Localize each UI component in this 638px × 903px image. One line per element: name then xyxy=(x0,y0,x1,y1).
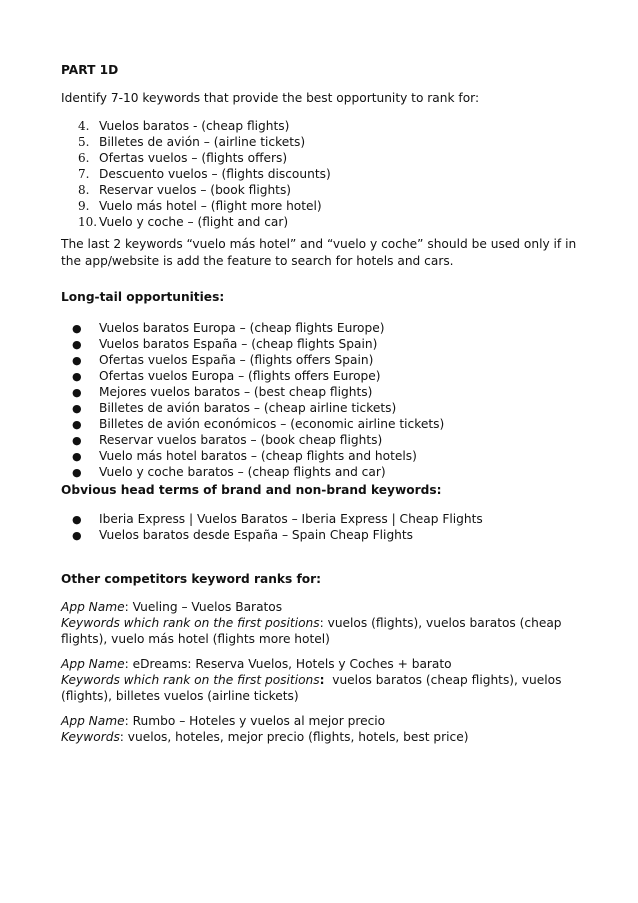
list-item: ● Vuelos baratos Europa – (cheap flights Europe) xyxy=(72,321,385,335)
list-item: ● Billetes de avión económicos – (economic airline tickets) xyxy=(72,417,445,431)
comp3-keywords-line: Keywords: vuelos, hoteles, mejor precio (flights, hotels, best price) xyxy=(61,730,469,744)
list-item: ● Mejores vuelos baratos – (best cheap flights) xyxy=(72,385,373,399)
part-title: PART 1D xyxy=(61,63,119,77)
list-item: 5. Billetes de avión – (airline tickets) xyxy=(78,135,306,149)
bullet-icon: ● xyxy=(72,529,82,542)
comp1-keywords-line: Keywords which rank on the first positions: vuelos (flights), vuelos baratos (cheap xyxy=(61,616,562,630)
list-item: ● Vuelos baratos España – (cheap flights Spain) xyxy=(72,337,378,351)
bullet-icon: ● xyxy=(72,466,82,479)
note-line-1: The last 2 keywords “vuelo más hotel” and “vuelo y coche” should be used only if in xyxy=(61,237,577,251)
longtail-list xyxy=(72,320,444,480)
list-item: ● Vuelos baratos desde España – Spain Cheap Flights xyxy=(72,528,414,542)
bullet-icon: ● xyxy=(72,370,82,383)
list-item: ● Ofertas vuelos España – (flights offers Spain) xyxy=(72,353,374,367)
comp2-keywords-line: Keywords which rank on the first positions: vuelos baratos (cheap flights), vuelos xyxy=(61,673,562,687)
list-item: 4. Vuelos baratos - (cheap flights) xyxy=(78,119,290,133)
list-item: ● Vuelo más hotel baratos – (cheap flights and hotels) xyxy=(72,449,417,463)
list-item: 7. Descuento vuelos – (flights discounts) xyxy=(78,167,331,181)
bullet-icon: ● xyxy=(72,513,82,526)
note-line-2: the app/website is add the feature to search for hotels and cars. xyxy=(61,254,454,268)
head-terms-heading: Obvious head terms of brand and non-brand keywords: xyxy=(61,483,442,497)
list-item: 6. Ofertas vuelos – (flights offers) xyxy=(78,151,288,165)
bullet-icon: ● xyxy=(72,338,82,351)
list-item: 8. Reservar vuelos – (book flights) xyxy=(78,183,292,197)
comp2-app-line: App Name: eDreams: Reserva Vuelos, Hotels y Coches + barato xyxy=(61,657,452,671)
list-item: ● Ofertas vuelos Europa – (flights offers Europe) xyxy=(72,369,381,383)
bullet-icon: ● xyxy=(72,322,82,335)
list-item: 9. Vuelo más hotel – (flight more hotel) xyxy=(78,199,322,213)
comp2-keywords-cont: (flights), billetes vuelos (airline tickets) xyxy=(61,689,299,703)
bullet-icon: ● xyxy=(72,386,82,399)
keyword-numbered-list xyxy=(78,118,331,230)
bullet-icon: ● xyxy=(72,434,82,447)
bullet-icon: ● xyxy=(72,418,82,431)
head-terms-list xyxy=(72,511,483,543)
comp1-keywords-cont: flights), vuelo más hotel (flights more hotel) xyxy=(61,632,330,646)
list-item: ● Billetes de avión baratos – (cheap airline tickets) xyxy=(72,401,397,415)
bullet-icon: ● xyxy=(72,402,82,415)
list-item: 10. Vuelo y coche – (flight and car) xyxy=(78,215,289,229)
comp1-app-line: App Name: Vueling – Vuelos Baratos xyxy=(61,600,283,614)
intro-text: Identify 7-10 keywords that provide the best opportunity to rank for: xyxy=(61,91,480,105)
list-item: ● Vuelo y coche baratos – (cheap flights and car) xyxy=(72,465,386,479)
list-item: ● Iberia Express | Vuelos Baratos – Iberia Express | Cheap Flights xyxy=(72,512,483,526)
bullet-icon: ● xyxy=(72,450,82,463)
list-item: ● Reservar vuelos baratos – (book cheap flights) xyxy=(72,433,383,447)
bullet-icon: ● xyxy=(72,354,82,367)
competitors-heading: Other competitors keyword ranks for: xyxy=(61,572,322,586)
comp3-app-line: App Name: Rumbo – Hoteles y vuelos al mejor precio xyxy=(61,714,386,728)
longtail-heading: Long-tail opportunities: xyxy=(61,290,225,304)
